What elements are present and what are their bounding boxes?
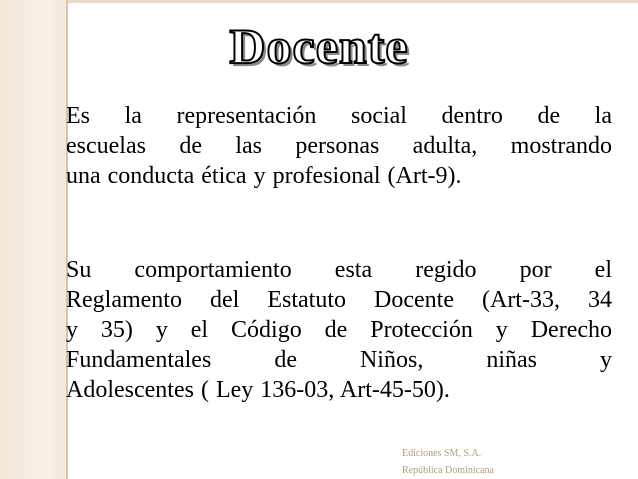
- footer-publisher: Ediciones SM, S.A.: [402, 448, 482, 459]
- footer-credit: [402, 445, 602, 479]
- paragraph-line: escuelas de las personas adulta, mostrando: [66, 133, 612, 159]
- paragraph-regulation: [66, 255, 612, 405]
- paragraph-definition: [66, 101, 612, 191]
- paragraph-line: Adolescentes ( Ley 136-03, Art-45-50).: [66, 377, 450, 403]
- paragraph-line: y 35) y el Código de Protección y Derecho: [66, 317, 612, 343]
- top-band-decoration: [68, 0, 638, 3]
- paragraph-line: Su comportamiento esta regido por el: [66, 257, 612, 283]
- slide-title: Docente: [229, 18, 409, 74]
- paragraph-line: una conducta ética y profesional (Art-9).: [66, 163, 462, 189]
- footer-country: República Dominicana: [402, 465, 494, 476]
- paragraph-line: Fundamentales de Niños, niñas y: [66, 347, 612, 373]
- paragraph-line: Es la representación social dentro de la: [66, 103, 612, 129]
- paragraph-line: Reglamento del Estatuto Docente (Art-33, 34: [66, 287, 612, 313]
